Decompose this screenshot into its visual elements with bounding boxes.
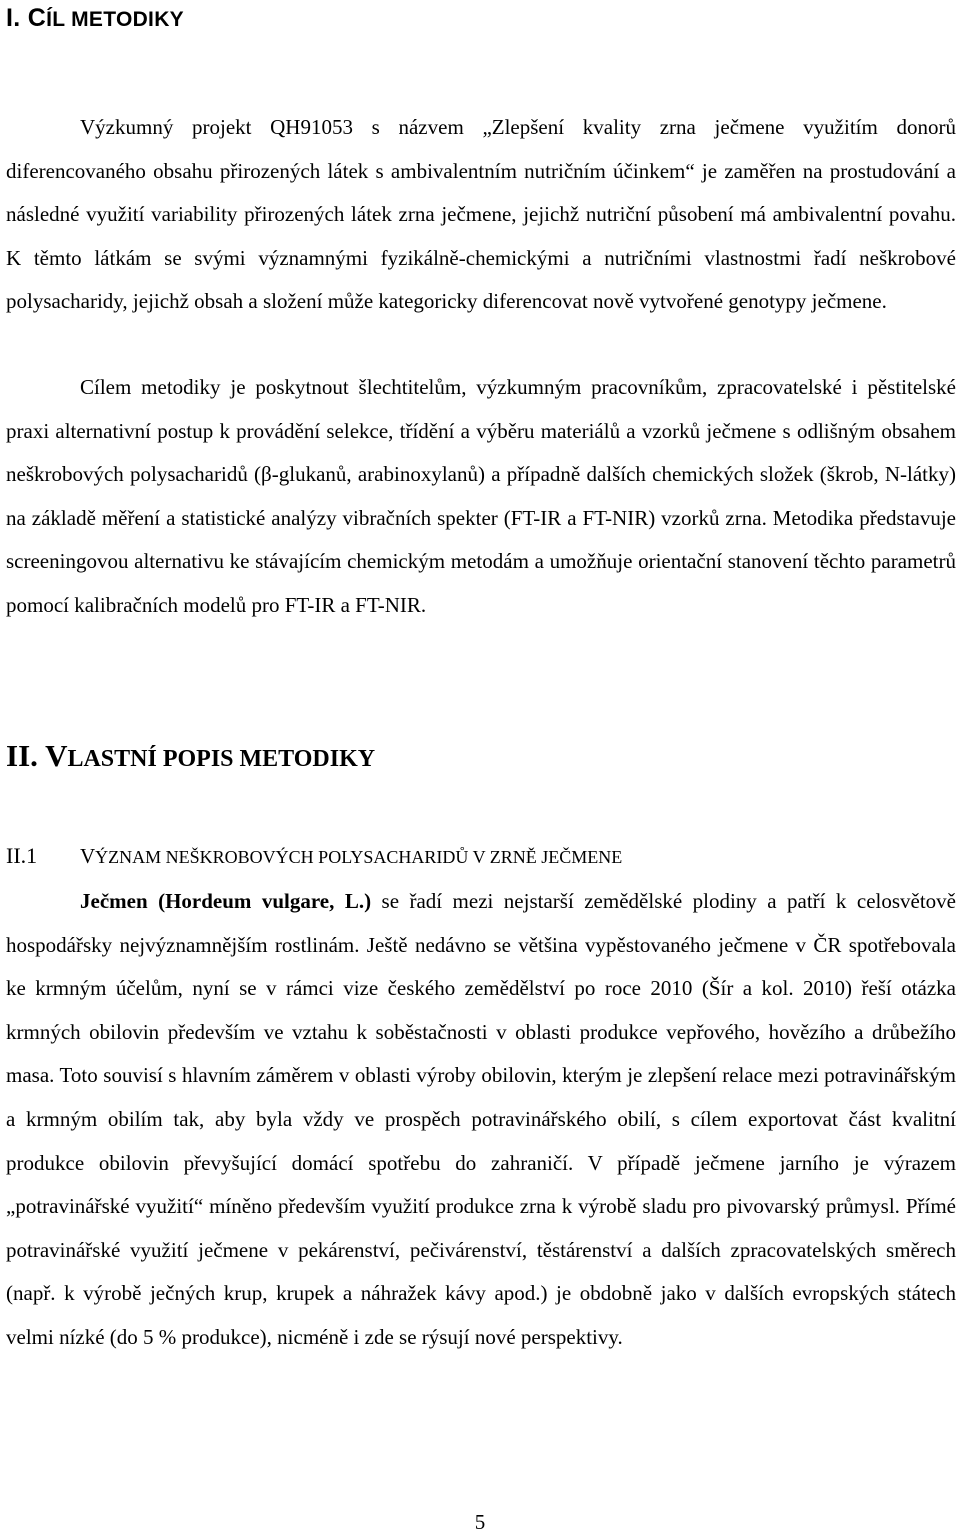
paragraph-text: Cílem metodiky je poskytnout šlechtitelům, výzkumným pracovníkům, zpracovatelské i pěstitelské praxi alternativní postup k provádění selekce, třídění a výběru materiálů a vzorků ječmene s odlišným obsahem neškrobových polysacharidů (β-glukanů, arabinoxylanů) a případně dalších chemických složek (škrob, N-látky) na základě měření a statistické analýzy vibračních spekter (FT-IR a FT-NIR) vzorků zrna. Metodika představuje screeningovou alternativu ke stávajícím chemickým metodám a umožňuje orientační stanovení těchto parametrů pomocí kalibračních modelů pro FT-IR a FT-NIR. xyxy=(6,375,956,617)
heading-prefix: II. V xyxy=(6,738,68,773)
subsection-heading xyxy=(6,838,946,875)
paragraph-method-goal xyxy=(6,366,956,628)
subsection-number: II.1 xyxy=(6,843,38,868)
paragraph-barley-overview xyxy=(6,880,956,1360)
paragraph-project-description xyxy=(6,106,956,324)
paragraph-text: Výzkumný projekt QH91053 s názvem „Zlepšení kvality zrna ječmene využitím donorů diferencovaného obsahu přirozených látek s ambivalentním nutričním účinkem“ je zaměřen na prostudování a následné využití variability přirozených látek zrna ječmene, jejichž nutriční působení má ambivalentní povahu. K těmto látkám se svými významnými fyzikálně-chemickými a nutričními vlastnostmi řadí neškrobové polysacharidy, jejichž obsah a složení může kategoricky diferencovat nově vytvořené genotypy ječmene. xyxy=(6,115,956,314)
subsection-title-rest: ÝZNAM NEŠKROBOVÝCH POLYSACHARIDŮ V ZRNĚ JEČMENE xyxy=(95,847,623,867)
subsection-title-prefix: V xyxy=(80,844,96,868)
heading-rest: LASTNÍ POPIS METODIKY xyxy=(67,746,376,772)
heading-prefix: I. C xyxy=(6,4,47,32)
section-heading-vlastni-popis xyxy=(6,736,375,779)
heading-rest: ÍL METODIKY xyxy=(46,8,184,31)
paragraph-text: se řadí mezi nejstarší zemědělské plodiny a patří k celosvětově hospodářsky nejvýznamnějším rostlinám. Ještě nedávno se většina vypěstovaného ječmene v ČR spotřebovala ke krmným účelům, nyní se v rámci vize českého zemědělství po roce 2010 (Šír a kol. 2010) řeší otázka krmných obilovin především ve vztahu k soběstačnosti v oblasti produkce vepřového, hovězího a drůbežího masa. Toto souvisí s hlavním záměrem v oblasti výroby obilovin, kterým je zlepšení relace mezi potravinářským a krmným obilím tak, aby byla vždy ve prospěch potravinářského obilí, s cílem exportovat část kvalitní produkce obilovin převyšující domácí spotřebu do zahraničí. V případě ječmene jarního je výrazem „potravinářské využití“ míněno především využití produkce zrna k výrobě sladu pro pivovarský průmysl. Přímé potravinářské využití ječmene v pekárenství, pečivárenství, těstárenství a dalších zpracovatelských směrech (např. k výrobě ječných krup, krupek a náhražek kávy apod.) je obdobně jako v dalších evropských státech velmi nízké (do 5 % produkce), nicméně i zde se rýsují nové perspektivy. xyxy=(6,889,957,1349)
paragraph-bold-lead: Ječmen (Hordeum vulgare, L.) xyxy=(80,889,372,913)
section-heading-cil-metodiky xyxy=(6,2,184,36)
page-number: 5 xyxy=(474,1510,486,1534)
